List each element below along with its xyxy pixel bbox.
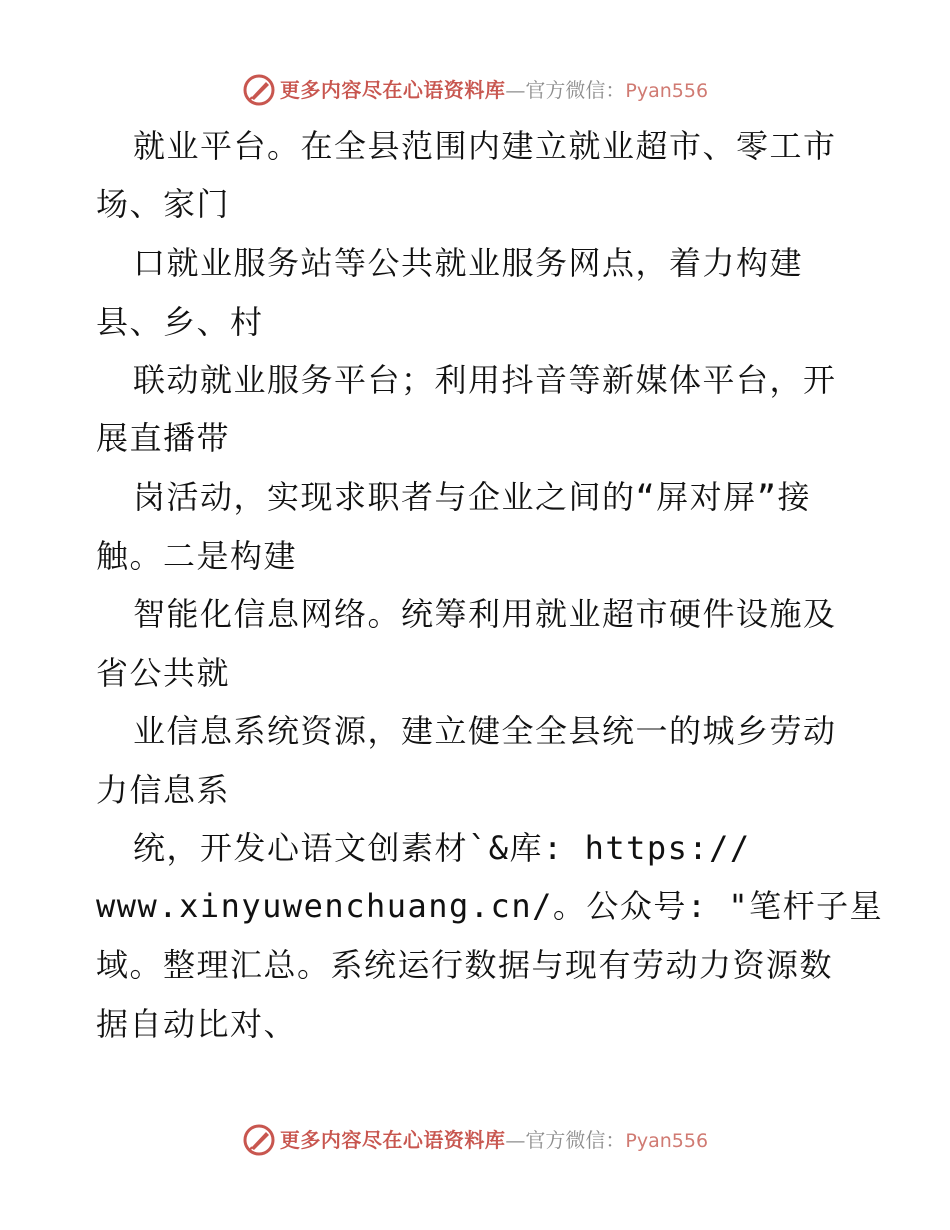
- text-line: 智能化信息网络。统筹利用就业超市硬件设施及: [133, 595, 837, 633]
- text-line: 联动就业服务平台；利用抖音等新媒体平台，开: [133, 361, 837, 399]
- text-line: 县、乡、村: [96, 303, 264, 341]
- footer-official-label: —官方微信：: [505, 1127, 626, 1152]
- quill-logo-icon: [242, 1123, 276, 1157]
- banner-site-name: 更多内容尽在心语资料库: [279, 77, 506, 102]
- text-line: 统，开发心语文创素材`&库: https://: [133, 829, 751, 867]
- text-line: 触。二是构建: [96, 537, 298, 575]
- banner-official-label: —官方微信：: [505, 77, 626, 102]
- text-line: www.xinyuwenchuang.cn/。公众号: "笔杆子星: [96, 887, 884, 925]
- footer-banner: [0, 1120, 950, 1160]
- footer-site-name: 更多内容尽在心语资料库: [279, 1127, 506, 1152]
- text-line: 展直播带: [96, 419, 231, 457]
- text-line: 力信息系: [96, 771, 231, 809]
- text-line: 域。整理汇总。系统运行数据与现有劳动力资源数: [96, 946, 834, 984]
- text-line: 省公共就: [96, 654, 231, 692]
- text-line: 业信息系统资源，建立健全全县统一的城乡劳动: [133, 712, 837, 750]
- text-line: 场、家门: [96, 185, 231, 223]
- text-line: 就业平台。在全县范围内建立就业超市、零工市: [133, 127, 837, 165]
- footer-wechat-account: Pyan556: [625, 1129, 709, 1152]
- text-line: 据自动比对、: [96, 1005, 298, 1043]
- text-line: 口就业服务站等公共就业服务网点，着力构建: [133, 244, 804, 282]
- text-line: 岗活动，实现求职者与企业之间的“屏对屏”接: [133, 478, 812, 516]
- banner-wechat-account: Pyan556: [625, 79, 709, 102]
